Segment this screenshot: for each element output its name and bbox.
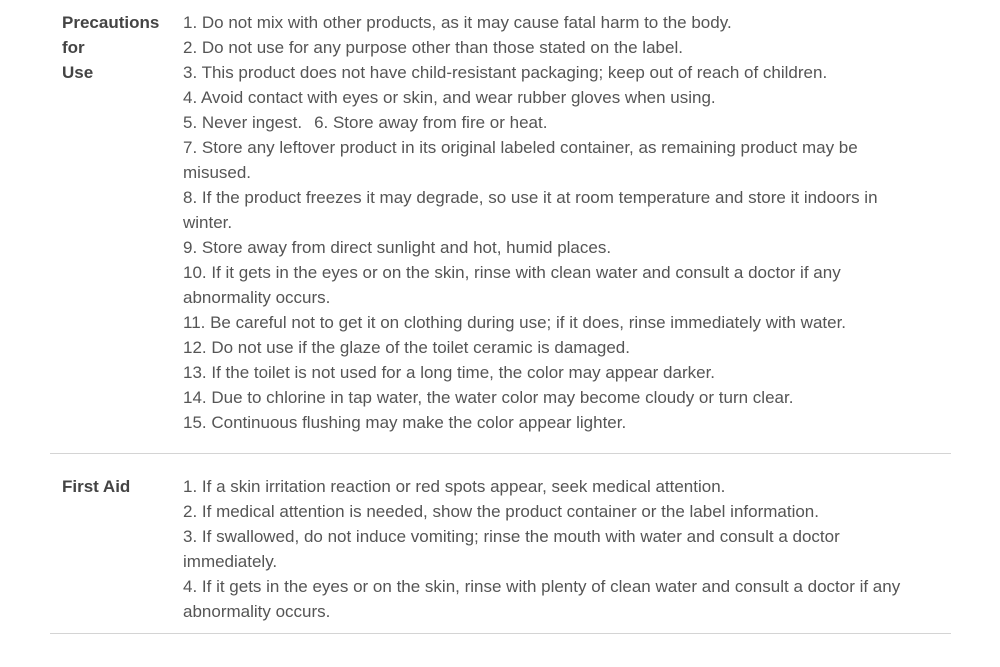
first-aid-list bbox=[183, 454, 908, 633]
precautions-row bbox=[50, 10, 951, 454]
precaution-item: 11. Be careful not to get it on clothing during use; if it does, rinse immediately with water. bbox=[183, 313, 847, 332]
precaution-item: 13. If the toilet is not used for a long time, the color may appear darker. bbox=[183, 363, 716, 382]
info-table bbox=[50, 10, 951, 634]
precaution-item: 4. Avoid contact with eyes or skin, and wear rubber gloves when using. bbox=[183, 88, 716, 107]
precaution-item: 6. Store away from fire or heat. bbox=[314, 113, 548, 132]
first-aid-row bbox=[50, 454, 951, 634]
first-aid-item: 1. If a skin irritation reaction or red spots appear, seek medical attention. bbox=[183, 477, 726, 496]
precaution-item: 7. Store any leftover product in its original labeled container, as remaining product may be misused. bbox=[183, 138, 858, 182]
precaution-item: 3. This product does not have child-resistant packaging; keep out of reach of children. bbox=[183, 63, 828, 82]
precaution-item: 1. Do not mix with other products, as it may cause fatal harm to the body. bbox=[183, 13, 732, 32]
precautions-label bbox=[50, 10, 183, 453]
first-aid-item: 4. If it gets in the eyes or on the skin, rinse with plenty of clean water and consult a doctor if any abnormality occurs. bbox=[183, 577, 901, 621]
precaution-item: 9. Store away from direct sunlight and hot, humid places. bbox=[183, 238, 612, 257]
precaution-item: 2. Do not use for any purpose other than those stated on the label. bbox=[183, 38, 683, 57]
precaution-item: 10. If it gets in the eyes or on the skin, rinse with clean water and consult a doctor if any abnormality occurs. bbox=[183, 263, 841, 307]
precaution-item: 15. Continuous flushing may make the color appear lighter. bbox=[183, 413, 627, 432]
first-aid-label: First Aid bbox=[62, 477, 131, 496]
precaution-item: 5. Never ingest. bbox=[183, 113, 303, 132]
first-aid-item: 2. If medical attention is needed, show the product container or the label information. bbox=[183, 502, 819, 521]
precaution-item: 8. If the product freezes it may degrade, so use it at room temperature and store it indoors in winter. bbox=[183, 188, 878, 232]
precaution-item: 12. Do not use if the glaze of the toilet ceramic is damaged. bbox=[183, 338, 630, 357]
precaution-item-pair bbox=[183, 110, 908, 135]
precautions-label-line1: Precautions for bbox=[62, 13, 160, 57]
first-aid-item: 3. If swallowed, do not induce vomiting; rinse the mouth with water and consult a doctor immediately. bbox=[183, 527, 840, 571]
precautions-label-line2: Use bbox=[62, 63, 94, 82]
precautions-list bbox=[183, 10, 908, 453]
precaution-item: 14. Due to chlorine in tap water, the water color may become cloudy or turn clear. bbox=[183, 388, 794, 407]
